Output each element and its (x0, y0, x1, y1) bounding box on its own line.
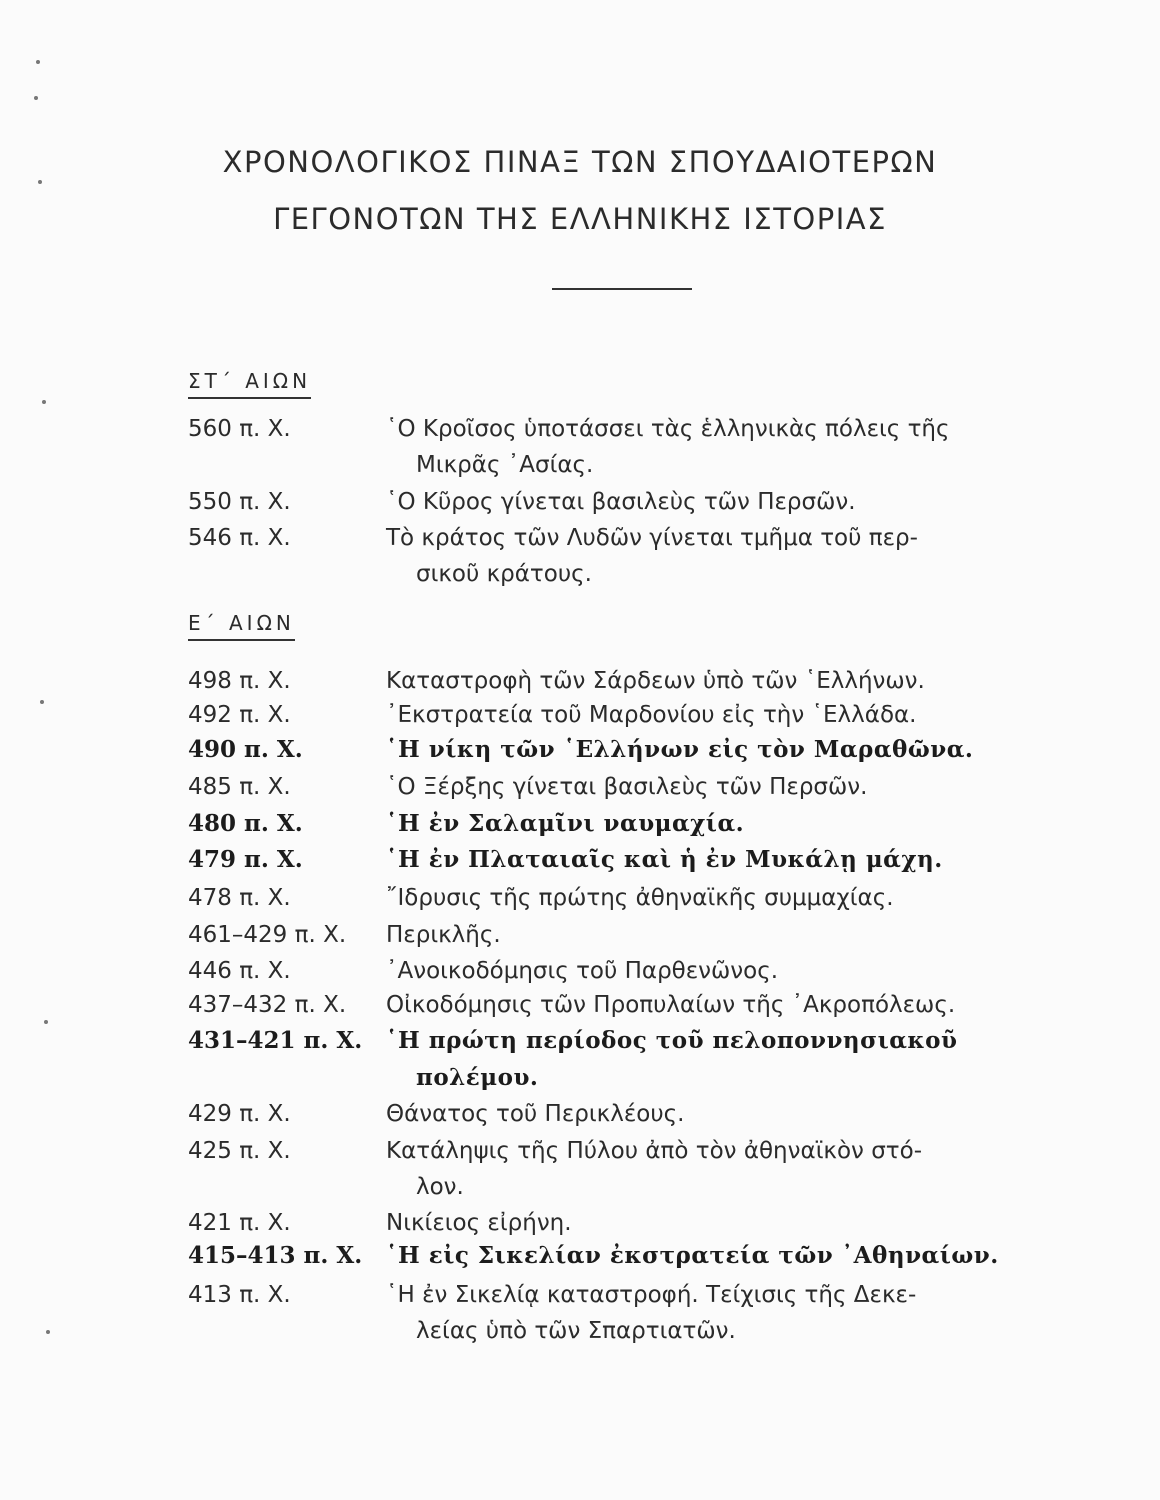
entry-event-continuation: λείας ὑπὸ τῶν Σπαρτιατῶν. (416, 1318, 736, 1344)
entry-event: ῎Ιδρυσις τῆς πρώτης ἀθηναϊκῆς συμμαχίας. (386, 885, 894, 911)
chronology-row-continuation (188, 450, 1088, 480)
entry-date: 485 π. Χ. (188, 774, 291, 800)
entry-event: ῾Η ἐν Σικελίᾳ καταστροφή. Τείχισις τῆς Δεκε- (386, 1282, 917, 1308)
page-title-line-1: ΧΡΟΝΟΛΟΓΙΚΟΣ ΠΙΝΑΞ ΤΩΝ ΣΠΟΥΔΑΙΟΤΕΡΩΝ (222, 145, 938, 179)
chronology-row (188, 666, 1088, 696)
chronology-row (188, 700, 1088, 730)
scan-speck (44, 1020, 48, 1024)
entry-date: 461–429 π. Χ. (188, 922, 347, 948)
entry-event: Οἰκοδόμησις τῶν Προπυλαίων τῆς ᾿Ακροπόλεως. (386, 992, 956, 1018)
chronology-row-highlighted (188, 809, 1088, 839)
entry-event-continuation: πολέμου. (416, 1064, 539, 1091)
entry-event: ᾿Ανοικοδόμησις τοῦ Παρθενῶνος. (386, 958, 779, 984)
entry-event: ῾Η νίκη τῶν ῾Ελλήνων εἰς τὸν Μαραθῶνα. (386, 736, 974, 763)
chronology-row (188, 920, 1088, 950)
scan-speck (36, 60, 40, 64)
entry-date: 546 π. Χ. (188, 525, 291, 551)
scan-speck (42, 400, 46, 404)
entry-date: 415–413 π. Χ. (188, 1242, 363, 1269)
entry-date: 479 π. Χ. (188, 846, 303, 873)
section-heading-5th-century: Ε΄ ΑΙΩΝ (188, 610, 295, 641)
chronology-row-highlighted (188, 1241, 1088, 1271)
chronology-row (188, 1208, 1088, 1238)
entry-date: 429 π. Χ. (188, 1101, 291, 1127)
entry-event: ῾Η ἐν Πλαταιαῖς καὶ ἡ ἐν Μυκάλῃ μάχη. (386, 846, 943, 873)
entry-date: 446 π. Χ. (188, 958, 291, 984)
entry-date: 490 π. Χ. (188, 736, 303, 763)
chronology-row (188, 414, 1088, 444)
entry-event: ῾Ο Κῦρος γίνεται βασιλεὺς τῶν Περσῶν. (386, 489, 856, 515)
entry-date: 478 π. Χ. (188, 885, 291, 911)
entry-date: 421 π. Χ. (188, 1210, 291, 1236)
chronology-row (188, 990, 1088, 1020)
entry-event: Τὸ κράτος τῶν Λυδῶν γίνεται τμῆμα τοῦ περ- (386, 525, 918, 551)
chronology-row-continuation (188, 1316, 1088, 1346)
entry-event-continuation: Μικρᾶς ᾿Ασίας. (416, 452, 594, 478)
entry-date: 437–432 π. Χ. (188, 992, 347, 1018)
entry-date: 480 π. Χ. (188, 810, 303, 837)
chronology-row (188, 883, 1088, 913)
chronology-row (188, 487, 1088, 517)
entry-date: 431–421 π. Χ. (188, 1027, 363, 1054)
entry-event: ῾Ο Κροῖσος ὑποτάσσει τὰς ἑλληνικὰς πόλεις τῆς (386, 416, 950, 442)
scan-speck (34, 96, 38, 100)
entry-event: ῾Η πρώτη περίοδος τοῦ πελοποννησιακοῦ (386, 1027, 958, 1054)
entry-event: ῾Η εἰς Σικελίαν ἐκστρατεία τῶν ᾿Αθηναίων. (386, 1242, 999, 1269)
chronology-row-continuation (188, 1172, 1088, 1202)
entry-event: ᾿Εκστρατεία τοῦ Μαρδονίου εἰς τὴν ῾Ελλάδα. (386, 702, 917, 728)
entry-date: 550 π. Χ. (188, 489, 291, 515)
page-title-line-2: ΓΕΓΟΝΟΤΩΝ ΤΗΣ ΕΛΛΗΝΙΚΗΣ ΙΣΤΟΡΙΑΣ (273, 202, 887, 236)
entry-event-continuation: λον. (416, 1174, 464, 1200)
chronology-row-highlighted (188, 845, 1088, 875)
chronology-row (188, 1136, 1088, 1166)
scan-speck (40, 700, 44, 704)
chronology-row (188, 523, 1088, 553)
scan-speck (38, 180, 42, 184)
chronology-row-continuation (188, 1063, 1088, 1093)
scan-speck (46, 1330, 50, 1334)
entry-date: 560 π. Χ. (188, 416, 291, 442)
chronology-row (188, 956, 1088, 986)
entry-date: 425 π. Χ. (188, 1138, 291, 1164)
chronology-row (188, 1099, 1088, 1129)
entry-event: ῾Ο Ξέρξης γίνεται βασιλεὺς τῶν Περσῶν. (386, 774, 868, 800)
section-heading-6th-century: ΣΤ΄ ΑΙΩΝ (188, 368, 311, 399)
chronology-row-highlighted (188, 735, 1088, 765)
chronology-row (188, 772, 1088, 802)
entry-event: Καταστροφὴ τῶν Σάρδεων ὑπὸ τῶν ῾Ελλήνων. (386, 668, 925, 694)
entry-event: Περικλῆς. (386, 922, 501, 948)
entry-date: 413 π. Χ. (188, 1282, 291, 1308)
entry-event: ῾Η ἐν Σαλαμῖνι ναυμαχία. (386, 810, 745, 837)
entry-event: Θάνατος τοῦ Περικλέους. (386, 1101, 685, 1127)
entry-event: Νικίειος εἰρήνη. (386, 1210, 572, 1236)
title-divider (552, 288, 692, 290)
chronology-row (188, 1280, 1088, 1310)
entry-date: 498 π. Χ. (188, 668, 291, 694)
chronology-row-highlighted (188, 1026, 1088, 1056)
entry-event: Κατάληψις τῆς Πύλου ἀπὸ τὸν ἀθηναϊκὸν στό- (386, 1138, 922, 1164)
entry-date: 492 π. Χ. (188, 702, 291, 728)
entry-event-continuation: σικοῦ κράτους. (416, 561, 592, 587)
chronology-row-continuation (188, 559, 1088, 589)
